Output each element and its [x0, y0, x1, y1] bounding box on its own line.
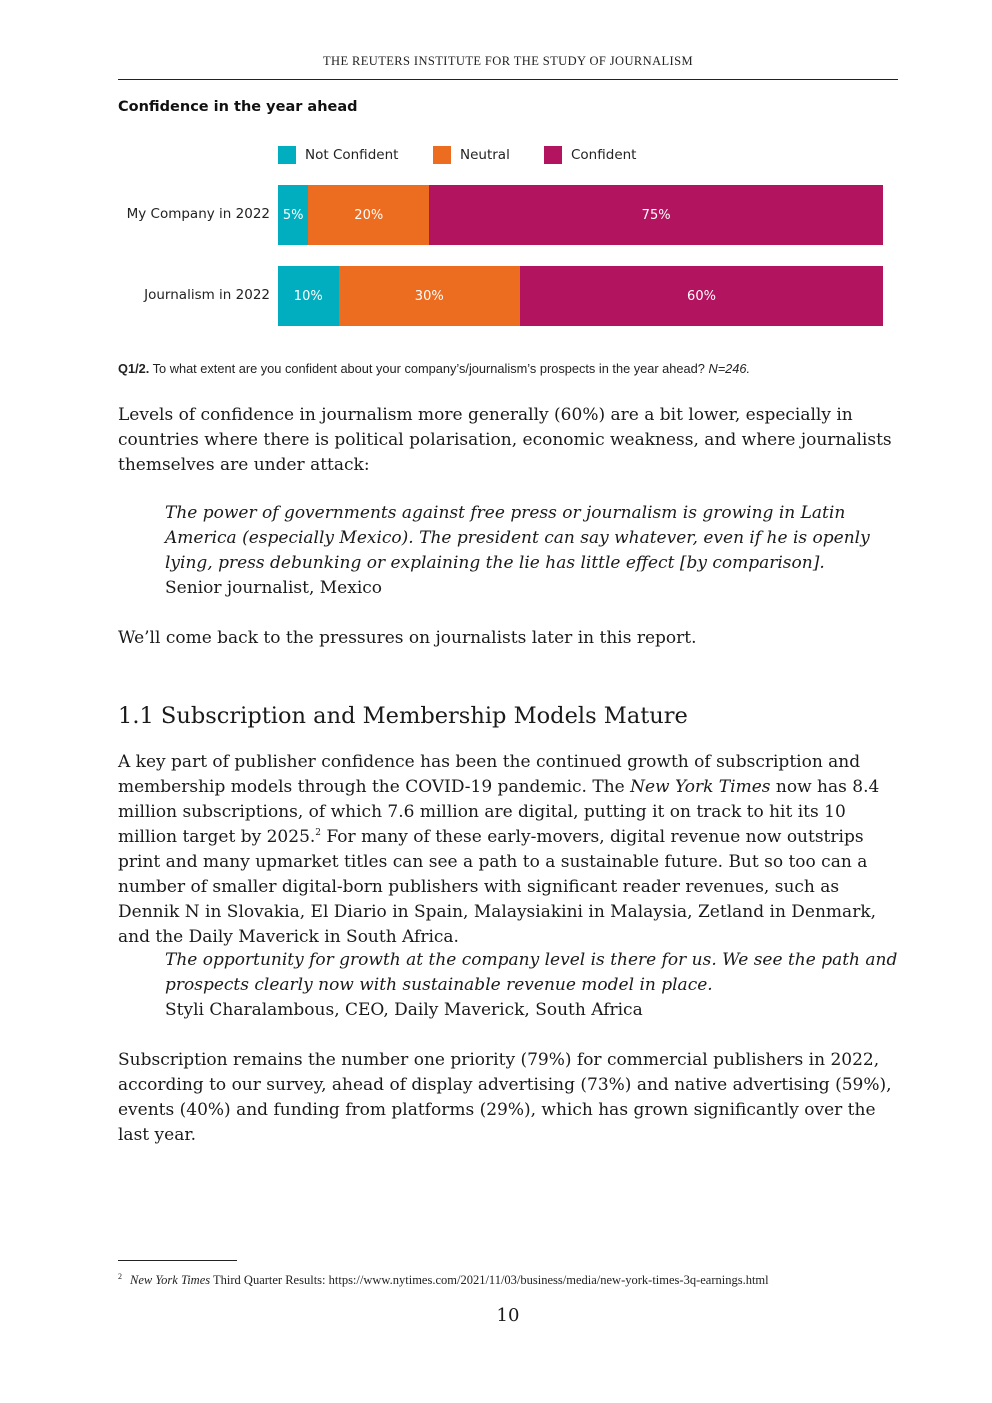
bar-segment: 75%	[429, 185, 883, 245]
paragraph	[118, 750, 900, 950]
quote-attribution: Senior journalist, Mexico	[165, 578, 383, 598]
pull-quote	[165, 501, 905, 601]
section-heading: 1.1 Subscription and Membership Models Mature	[118, 703, 688, 729]
legend-label: Not Confident	[305, 147, 399, 163]
legend-item	[433, 146, 510, 164]
bar-segment: 20%	[308, 185, 429, 245]
category-label: Journalism in 2022	[144, 287, 270, 303]
page-number: 10	[496, 1305, 520, 1326]
bar-segment: 5%	[278, 185, 308, 245]
footnote-ref[interactable]: 2	[315, 828, 322, 838]
bar-segment: 10%	[278, 266, 339, 326]
paragraph: We’ll come back to the pressures on journalists later in this report.	[118, 628, 697, 648]
paragraph-text: A key part of publisher confidence has been the continued growth of subscription and membership models through the COVID-19 pandemic. The	[118, 752, 861, 797]
question-id: Q1/2.	[118, 361, 150, 376]
legend-label: Confident	[571, 147, 637, 163]
publication-name: New York Times	[630, 777, 771, 797]
bar-row	[278, 185, 883, 245]
footnote-mark: 2	[118, 1272, 122, 1281]
footnote-divider	[118, 1260, 237, 1261]
bar-row	[278, 266, 883, 326]
legend-swatch	[544, 146, 562, 164]
pull-quote	[165, 948, 905, 1023]
sample-size: N=246.	[708, 361, 751, 376]
footnote	[118, 1272, 769, 1288]
footnote-source: New York Times	[130, 1273, 211, 1287]
question-text: To what extent are you confident about your company’s/journalism’s prospects in the year ahead?	[149, 361, 709, 376]
legend-swatch	[278, 146, 296, 164]
paragraph: Subscription remains the number one priority (79%) for commercial publishers in 2022, according to our survey, ahead of display advertising (73%) and native advertising (59%), events (40%) and funding from platforms (29%), which has grown significantly over the last year.	[118, 1050, 892, 1145]
footnote-link[interactable]: Third Quarter Results: https://www.nytimes.com/2021/11/03/business/media/new-york-times-3q-earnings.html	[210, 1273, 769, 1287]
category-label: My Company in 2022	[126, 206, 270, 222]
paragraph-text: now has 8.4 million subscriptions, of which 7.6 million are digital, putting it on track to hit its 10 million target by 2025.	[118, 777, 880, 847]
paragraph: Levels of confidence in journalism more generally (60%) are a bit lower, especially in countries where there is political polarisation, economic weakness, and where journalists themselves are under attack:	[118, 405, 892, 475]
legend-swatch	[433, 146, 451, 164]
running-header: THE REUTERS INSTITUTE FOR THE STUDY OF JOURNALISM	[323, 54, 693, 68]
legend-item	[278, 146, 398, 164]
chart-title: Confidence in the year ahead	[118, 99, 358, 115]
bar-segment: 30%	[339, 266, 521, 326]
quote-text: The opportunity for growth at the company level is there for us. We see the path and prospects clearly now with sustainable revenue model in place.	[165, 950, 898, 995]
legend-item	[544, 146, 636, 164]
paragraph-text: For many of these early-movers, digital revenue now outstrips print and many upmarket titles can see a path to a sustainable future. But so too can a number of smaller digital-born publishers with significant reader revenues, such as Dennik N in Slovakia, El Diario in Spain, Malaysiakini in Malaysia, Zetland in Denmark, and the Daily Maverick in South Africa.	[118, 827, 877, 947]
legend-label: Neutral	[460, 147, 510, 163]
header-divider	[118, 79, 898, 80]
quote-text: The power of governments against free press or journalism is growing in Latin America (especially Mexico). The president can say whatever, even if he is openly lying, press debunking or explaining the lie has little effect [by comparison].	[165, 503, 870, 573]
quote-attribution: Styli Charalambous, CEO, Daily Maverick, South Africa	[165, 1000, 643, 1020]
chart-caption	[118, 361, 750, 376]
bar-segment: 60%	[520, 266, 883, 326]
